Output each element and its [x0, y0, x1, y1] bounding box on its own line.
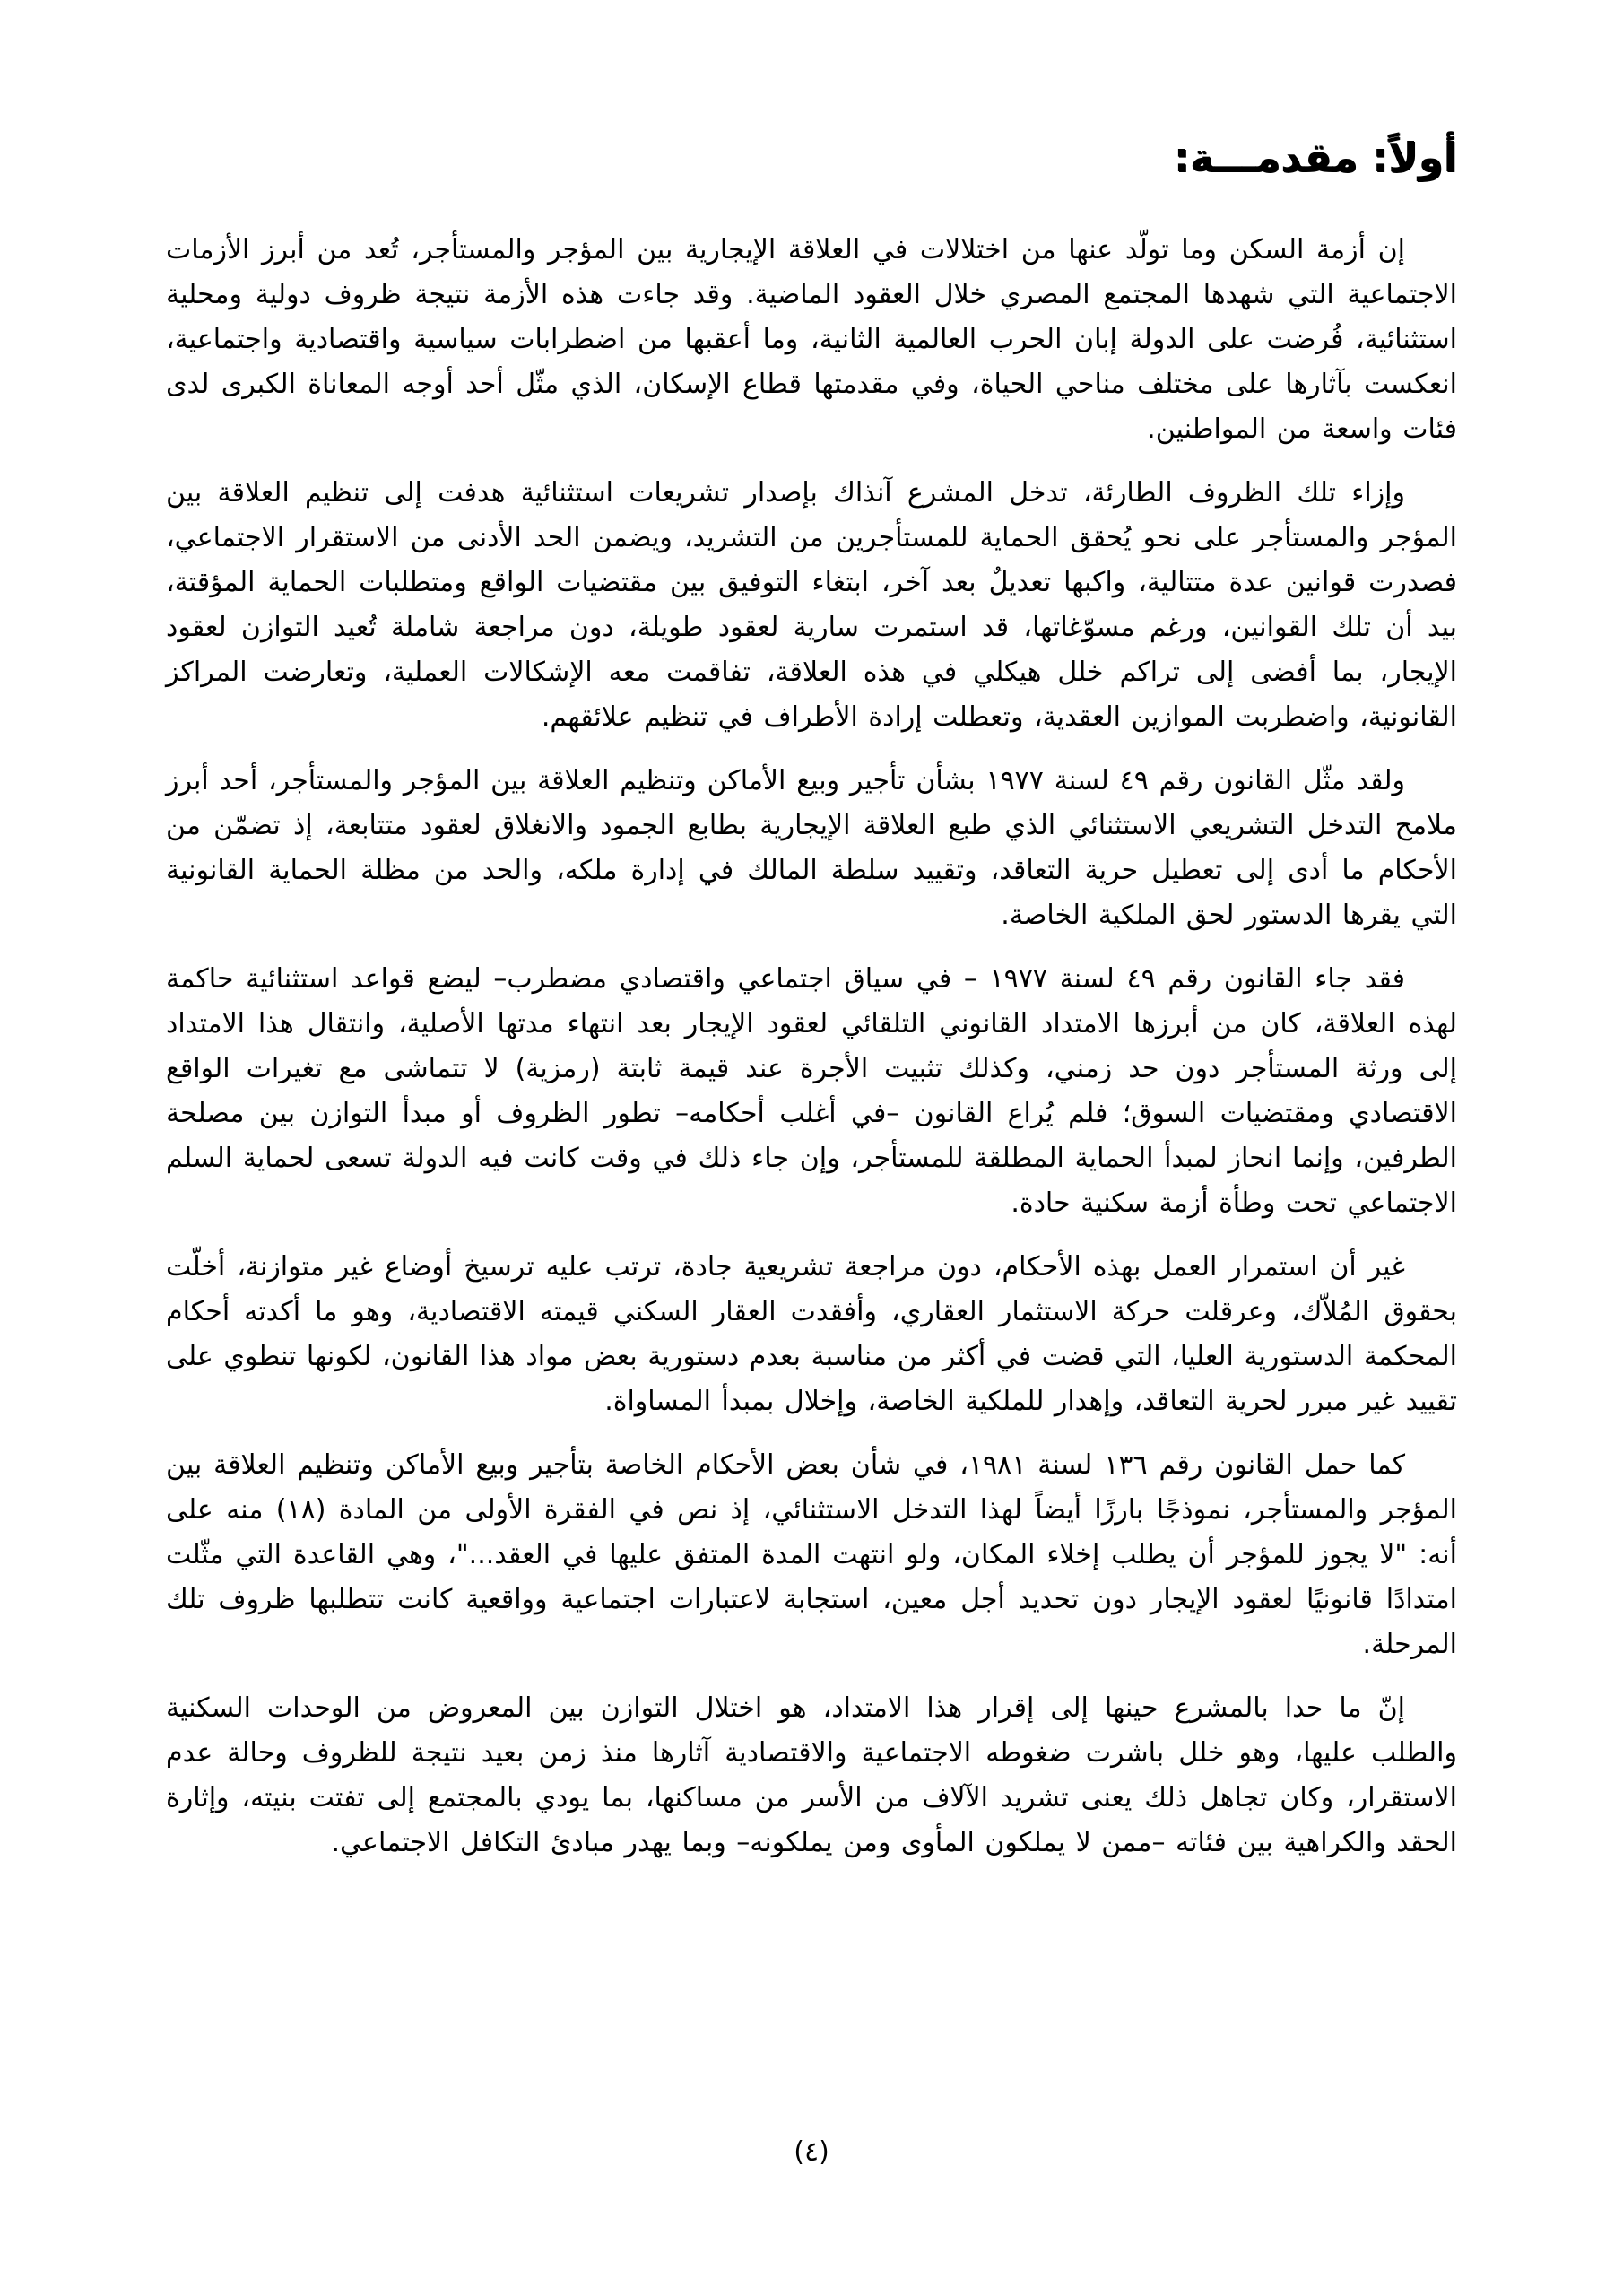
paragraph-5: غير أن استمرار العمل بهذه الأحكام، دون مراجعة تشريعية جادة، ترتب عليه ترسيخ أوضاع غير متوازنة، أخلّت بحقوق المُلاّك، وعرقلت حركة الاستثمار العقاري، وأفقدت العقار السكني قيمته الاقتصادية، وهو ما أكدته أحكام المحكمة الدستورية العليا، التي قضت في أكثر من مناسبة بعدم دستورية بعض مواد هذا القانون، لكونها تنطوي على تقييد غير مبرر لحرية التعاقد، وإهدار للملكية الخاصة، وإخلال بمبدأ المساواة. — [166, 1251, 1457, 1417]
paragraph-7: إنّ ما حدا بالمشرع حينها إلى إقرار هذا الامتداد، هو اختلال التوازن بين المعروض من الوحدات السكنية والطلب عليها، وهو خلل باشرت ضغوطه الاجتماعية والاقتصادية آثارها منذ زمن بعيد نتيجة للظروف وحالة عدم الاستقرار، وكان تجاهل ذلك يعنى تشريد الآلاف من الأسر من مساكنها، بما يودي بالمجتمع إلى تفتت بنيته، وإثارة الحقد والكراهية بين فئاته –ممن لا يملكون المأوى ومن يملكونه– وبما يهدر مبادئ التكافل الاجتماعي. — [166, 1692, 1457, 1858]
paragraph-1: إن أزمة السكن وما تولّد عنها من اختلالات في العلاقة الإيجارية بين المؤجر والمستأجر، تُعد من أبرز الأزمات الاجتماعية التي شهدها المجتمع المصري خلال العقود الماضية. وقد جاءت هذه الأزمة نتيجة ظروف دولية ومحلية استثنائية، فُرضت على الدولة إبان الحرب العالمية الثانية، وما أعقبها من اضطرابات سياسية واقتصادية واجتماعية، انعكست بآثارها على مختلف مناحي الحياة، وفي مقدمتها قطاع الإسكان، الذي مثّل أحد أوجه المعاناة الكبرى لدى فئات واسعة من المواطنين. — [166, 234, 1457, 445]
page-number: (٤) — [794, 2136, 829, 2168]
paragraph-6: كما حمل القانون رقم ١٣٦ لسنة ١٩٨١، في شأن بعض الأحكام الخاصة بتأجير وبيع الأماكن وتنظيم العلاقة بين المؤجر والمستأجر، نموذجًا بارزًا أيضاً لهذا التدخل الاستثنائي، إذ نص في الفقرة الأولى من المادة (١٨) منه على أنه: "لا يجوز للمؤجر أن يطلب إخلاء المكان، ولو انتهت المدة المتفق عليها في العقد..."، وهي القاعدة التي مثّلت امتدادًا قانونيًا لعقود الإيجار دون تحديد أجل معين، استجابة لاعتبارات اجتماعية وواقعية كانت تتطلبها ظروف تلك المرحلة. — [166, 1449, 1457, 1660]
document-content — [166, 126, 1457, 1884]
paragraph-2: وإزاء تلك الظروف الطارئة، تدخل المشرع آنذاك بإصدار تشريعات استثنائية هدفت إلى تنظيم العلاقة بين المؤجر والمستأجر على نحو يُحقق الحماية للمستأجرين من التشريد، ويضمن الحد الأدنى من الاستقرار الاجتماعي، فصدرت قوانين عدة متتالية، واكبها تعديلٌ بعد آخر، ابتغاء التوفيق بين مقتضيات الواقع ومتطلبات الحماية المؤقتة، بيد أن تلك القوانين، ورغم مسوّغاتها، قد استمرت سارية لعقود طويلة، دون مراجعة شاملة تُعيد التوازن لعقود الإيجار، بما أفضى إلى تراكم خلل هيكلي في هذه العلاقة، تفاقمت معه الإشكالات العملية، وتعارضت المراكز القانونية، واضطربت الموازين العقدية، وتعطلت إرادة الأطراف في تنظيم علائقهم. — [166, 477, 1457, 733]
paragraph-4: فقد جاء القانون رقم ٤٩ لسنة ١٩٧٧ – في سياق اجتماعي واقتصادي مضطرب– ليضع قواعد استثنائية حاكمة لهذه العلاقة، كان من أبرزها الامتداد القانوني التلقائي لعقود الإيجار بعد انتهاء مدتها الأصلية، وانتقال هذا الامتداد إلى ورثة المستأجر دون حد زمني، وكذلك تثبيت الأجرة عند قيمة ثابتة (رمزية) لا تتماشى مع تغيرات الواقع الاقتصادي ومقتضيات السوق؛ فلم يُراع القانون –في أغلب أحكامه– تطور الظروف أو مبدأ التوازن بين مصلحة الطرفين، وإنما انحاز لمبدأ الحماية المطلقة للمستأجر، وإن جاء ذلك في وقت كانت فيه الدولة تسعى لحماية السلم الاجتماعي تحت وطأة أزمة سكنية حادة. — [166, 963, 1457, 1219]
paragraph-3: ولقد مثّل القانون رقم ٤٩ لسنة ١٩٧٧ بشأن تأجير وبيع الأماكن وتنظيم العلاقة بين المؤجر والمستأجر، أحد أبرز ملامح التدخل التشريعي الاستثنائي الذي طبع العلاقة الإيجارية بطابع الجمود والانغلاق لعقود متتابعة، إذ تضمّن من الأحكام ما أدى إلى تعطيل حرية التعاقد، وتقييد سلطة المالك في إدارة ملكه، والحد من مظلة الحماية القانونية التي يقرها الدستور لحق الملكية الخاصة. — [166, 765, 1457, 931]
section-heading-introduction: أولاً: مقدمـــة: — [1173, 134, 1457, 181]
